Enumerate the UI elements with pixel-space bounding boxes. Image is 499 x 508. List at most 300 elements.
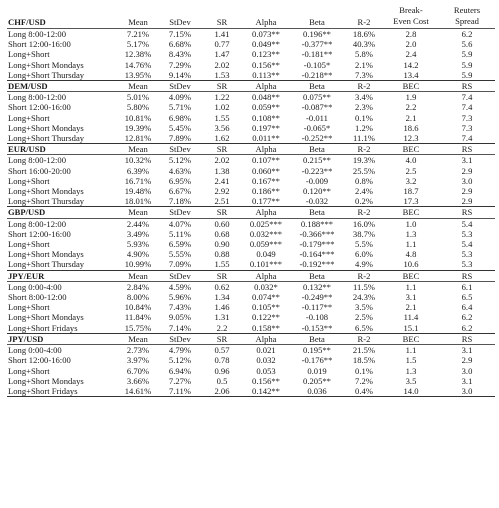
cell-stdev: 8.43% bbox=[168, 49, 192, 60]
cell-alpha: 0.113** bbox=[252, 69, 280, 80]
cell-sr: 1.38 bbox=[214, 165, 230, 176]
table-row bbox=[7, 239, 495, 249]
column-header-stdev: StDev bbox=[159, 144, 201, 155]
cell-alpha: 0.101*** bbox=[249, 259, 283, 270]
cell-beta: -0.009 bbox=[305, 175, 329, 186]
cell-sr: 3.56 bbox=[214, 122, 230, 133]
strategy-label: Long+Short Fridays bbox=[8, 322, 78, 333]
cell-stdev: 7.18% bbox=[168, 196, 192, 207]
cell-stdev: 4.59% bbox=[168, 281, 192, 292]
table-row bbox=[7, 70, 495, 81]
column-header-r2: R-2 bbox=[345, 207, 383, 218]
cell-mean: 13.95% bbox=[124, 69, 152, 80]
currency-pair-heading: JPY/USD bbox=[7, 333, 117, 344]
cell-beta: -0.065* bbox=[303, 122, 331, 133]
cell-alpha: 0.011** bbox=[252, 133, 280, 144]
cell-beta: 0.195** bbox=[303, 345, 331, 356]
cell-mean: 14.76% bbox=[124, 59, 152, 70]
strategy-label: Long+Short bbox=[8, 175, 50, 186]
cell-rs: 2.9 bbox=[461, 165, 473, 176]
column-header-r2: R-2 bbox=[345, 144, 383, 155]
column-header-rs: RS bbox=[439, 207, 495, 218]
table-row bbox=[7, 196, 495, 207]
cell-stdev: 7.14% bbox=[168, 322, 192, 333]
cell-sr: 1.47 bbox=[214, 49, 230, 60]
cell-rs: 2.9 bbox=[461, 355, 473, 366]
cell-stdev: 5.12% bbox=[168, 155, 192, 166]
cell-bec: 2.2 bbox=[405, 102, 417, 113]
strategy-label: Long+Short Mondays bbox=[8, 375, 84, 386]
cell-bec: 18.6 bbox=[403, 122, 419, 133]
cell-alpha: 0.032*** bbox=[249, 228, 283, 239]
cell-bec: 3.2 bbox=[405, 175, 417, 186]
strategy-label: Long+Short bbox=[8, 112, 50, 123]
cell-r2: 5.5% bbox=[355, 239, 373, 250]
cell-r2: 3.4% bbox=[355, 92, 373, 103]
cell-r2: 2.5% bbox=[355, 312, 373, 323]
column-header-alpha: Alpha bbox=[243, 144, 289, 155]
cell-rs: 6.2 bbox=[461, 312, 473, 323]
cell-rs: 3.1 bbox=[461, 155, 473, 166]
cell-mean: 2.84% bbox=[126, 281, 150, 292]
cell-bec: 10.6 bbox=[403, 259, 419, 270]
cell-mean: 10.81% bbox=[124, 112, 152, 123]
table-row bbox=[7, 29, 495, 40]
cell-mean: 18.01% bbox=[124, 196, 152, 207]
strategy-label: Long 0:00-4:00 bbox=[8, 345, 62, 356]
cell-r2: 11.5% bbox=[353, 281, 375, 292]
cell-rs: 3.0 bbox=[439, 386, 495, 397]
cell-stdev: 5.12% bbox=[168, 355, 192, 366]
cell-beta: -0.366*** bbox=[299, 228, 335, 239]
strategy-label: Long 8:00-12:00 bbox=[8, 92, 67, 103]
strategy-label: Long+Short bbox=[8, 239, 50, 250]
cell-bec: 1.3 bbox=[405, 365, 417, 376]
cell-rs: 5.9 bbox=[461, 59, 473, 70]
cell-mean: 7.21% bbox=[126, 29, 150, 39]
currency-pair-heading: JPY/EUR bbox=[7, 270, 117, 281]
cell-r2: 0.8% bbox=[355, 175, 373, 186]
column-header-rs: RS bbox=[439, 144, 495, 155]
cell-mean: 2.73% bbox=[126, 345, 150, 356]
strategy-label: Long 0:00-4:00 bbox=[8, 281, 62, 292]
column-header-stdev: StDev bbox=[159, 333, 201, 344]
cell-stdev: 5.96% bbox=[168, 292, 192, 303]
cell-bec: 1.1 bbox=[405, 345, 417, 356]
cell-sr: 0.62 bbox=[214, 281, 230, 292]
cell-beta: -0.011 bbox=[306, 112, 328, 123]
section-header-row bbox=[7, 81, 495, 92]
cell-rs: 6.2 bbox=[461, 29, 473, 39]
cell-alpha: 0.156** bbox=[252, 375, 280, 386]
cell-bec: 2.5 bbox=[405, 165, 417, 176]
cell-stdev: 5.55% bbox=[168, 249, 192, 260]
cell-bec: 1.9 bbox=[405, 92, 417, 103]
strategy-label: Long+Short bbox=[8, 302, 50, 313]
section-jpy-eur bbox=[7, 270, 495, 333]
cell-rs: 5.3 bbox=[461, 249, 473, 260]
strategy-label: Short 8:00-12:00 bbox=[8, 292, 67, 303]
strategy-label: Short 12:00-16:00 bbox=[8, 228, 71, 239]
cell-bec: 15.1 bbox=[403, 322, 419, 333]
cell-bec: 2.1 bbox=[405, 112, 417, 123]
strategy-label: Long+Short Thursday bbox=[8, 69, 85, 80]
cell-beta: -0.032 bbox=[305, 196, 329, 207]
cell-stdev: 7.89% bbox=[168, 133, 192, 144]
section-header-row bbox=[7, 333, 495, 344]
cell-alpha: 0.032 bbox=[256, 355, 276, 366]
column-header-beta: Beta bbox=[289, 144, 345, 155]
table-row bbox=[7, 102, 495, 112]
column-header-bec: Break- Even Cost bbox=[383, 5, 439, 29]
cell-beta: -0.249** bbox=[301, 292, 333, 303]
cell-beta: -0.087** bbox=[301, 102, 333, 113]
section-dem-usd bbox=[7, 81, 495, 144]
column-header-sr: SR bbox=[201, 5, 243, 29]
cell-sr: 2.2 bbox=[216, 322, 228, 333]
column-header-bec: BEC bbox=[383, 144, 439, 155]
table-row bbox=[7, 355, 495, 365]
cell-mean: 10.32% bbox=[124, 155, 152, 166]
section-header-row bbox=[7, 144, 495, 155]
cell-alpha: 0.032* bbox=[254, 281, 278, 292]
column-header-beta: Beta bbox=[289, 81, 345, 92]
cell-beta: -0.377** bbox=[301, 39, 333, 50]
column-header-sr: SR bbox=[201, 81, 243, 92]
cell-rs: 3.0 bbox=[461, 365, 473, 376]
cell-stdev: 6.67% bbox=[168, 186, 192, 197]
cell-rs: 5.4 bbox=[461, 218, 473, 229]
table-row bbox=[7, 249, 495, 259]
cell-beta: -0.192*** bbox=[299, 259, 335, 270]
cell-alpha: 0.049 bbox=[256, 249, 276, 260]
cell-mean: 19.39% bbox=[124, 122, 152, 133]
cell-r2: 2.3% bbox=[355, 102, 373, 113]
cell-rs: 5.3 bbox=[461, 228, 473, 239]
cell-r2: 25.5% bbox=[352, 165, 376, 176]
cell-bec: 14.2 bbox=[403, 59, 419, 70]
section-gbp-usd bbox=[7, 207, 495, 270]
strategy-label: Long+Short Mondays bbox=[8, 312, 84, 323]
cell-beta: -0.176** bbox=[301, 355, 333, 366]
table-row bbox=[7, 323, 495, 334]
cell-mean: 5.93% bbox=[126, 239, 150, 250]
cell-alpha: 0.186** bbox=[252, 186, 280, 197]
cell-sr: 2.02 bbox=[214, 59, 230, 70]
cell-alpha: 0.048** bbox=[252, 92, 280, 103]
cell-sr: 0.77 bbox=[214, 39, 230, 50]
table-row bbox=[7, 229, 495, 239]
column-header-stdev: StDev bbox=[159, 207, 201, 218]
cell-beta: 0.036 bbox=[289, 386, 345, 397]
table-row bbox=[7, 49, 495, 59]
column-header-r2: R-2 bbox=[345, 5, 383, 29]
cell-stdev: 4.07% bbox=[168, 218, 192, 229]
strategy-label: Long+Short Thursday bbox=[8, 259, 85, 270]
cell-alpha: 0.060** bbox=[252, 165, 280, 176]
cell-r2: 18.5% bbox=[352, 355, 376, 366]
column-header-sr: SR bbox=[201, 144, 243, 155]
cell-stdev: 6.68% bbox=[168, 39, 192, 50]
table-row bbox=[7, 281, 495, 292]
cell-stdev: 7.27% bbox=[168, 375, 192, 386]
table-row bbox=[7, 60, 495, 70]
cell-bec: 3.1 bbox=[405, 292, 417, 303]
column-header-sr: SR bbox=[201, 270, 243, 281]
cell-stdev: 5.71% bbox=[168, 102, 192, 113]
column-header-stdev: StDev bbox=[159, 81, 201, 92]
cell-stdev: 4.79% bbox=[168, 345, 192, 356]
cell-bec: 14.0 bbox=[383, 386, 439, 397]
cell-mean: 2.44% bbox=[126, 218, 150, 229]
cell-alpha: 0.025*** bbox=[249, 218, 283, 229]
cell-bec: 17.3 bbox=[403, 196, 419, 207]
cell-r2: 3.5% bbox=[355, 302, 373, 313]
column-header-beta: Beta bbox=[289, 270, 345, 281]
table-row bbox=[7, 39, 495, 49]
cell-rs: 5.9 bbox=[461, 49, 473, 60]
cell-bec: 2.0 bbox=[405, 39, 417, 50]
cell-bec: 13.4 bbox=[403, 69, 419, 80]
cell-sr: 0.96 bbox=[214, 365, 230, 376]
cell-alpha: 0.177** bbox=[252, 196, 280, 207]
cell-mean: 3.97% bbox=[126, 355, 150, 366]
cell-alpha: 0.123** bbox=[252, 49, 280, 60]
cell-r2: 7.2% bbox=[355, 375, 373, 386]
cell-sr: 0.57 bbox=[214, 345, 230, 356]
cell-sr: 0.68 bbox=[214, 228, 230, 239]
section-header-row bbox=[7, 207, 495, 218]
column-header-bec: BEC bbox=[383, 81, 439, 92]
column-header-bec: BEC bbox=[383, 333, 439, 344]
cell-r2: 21.5% bbox=[352, 345, 376, 356]
cell-rs: 6.4 bbox=[461, 302, 473, 313]
cell-r2: 18.6% bbox=[352, 29, 376, 39]
cell-sr: 2.02 bbox=[214, 155, 230, 166]
cell-sr: 2.92 bbox=[214, 186, 230, 197]
cell-stdev: 5.45% bbox=[168, 122, 192, 133]
column-header-stdev: StDev bbox=[159, 270, 201, 281]
cell-bec: 1.1 bbox=[405, 239, 417, 250]
cell-mean: 8.00% bbox=[126, 292, 150, 303]
cell-mean: 6.39% bbox=[126, 165, 150, 176]
currency-pair-heading: GBP/USD bbox=[7, 207, 117, 218]
cell-mean: 3.66% bbox=[126, 375, 150, 386]
cell-beta: 0.120** bbox=[303, 186, 331, 197]
cell-beta: -0.164*** bbox=[299, 249, 335, 260]
table-row bbox=[7, 218, 495, 229]
cell-sr: 1.55 bbox=[214, 112, 230, 123]
column-header-alpha: Alpha bbox=[243, 81, 289, 92]
strategy-label: Long+Short bbox=[8, 49, 50, 60]
cell-rs: 5.9 bbox=[461, 69, 473, 80]
cell-mean: 11.84% bbox=[124, 312, 152, 323]
cell-beta: -0.153** bbox=[301, 322, 333, 333]
cell-stdev: 5.11% bbox=[169, 228, 191, 239]
cell-sr: 0.88 bbox=[214, 249, 230, 260]
cell-sr: 0.78 bbox=[214, 355, 230, 366]
cell-beta: 0.075** bbox=[303, 92, 331, 103]
cell-alpha: 0.108** bbox=[252, 112, 280, 123]
cell-sr: 1.34 bbox=[214, 292, 230, 303]
cell-sr: 1.31 bbox=[214, 312, 230, 323]
cell-mean: 5.01% bbox=[126, 92, 150, 103]
cell-mean: 14.61% bbox=[117, 386, 159, 397]
cell-bec: 1.0 bbox=[405, 218, 417, 229]
cell-mean: 10.99% bbox=[124, 259, 152, 270]
cell-r2: 7.3% bbox=[355, 69, 373, 80]
cell-rs: 5.4 bbox=[461, 239, 473, 250]
cell-beta: 0.215** bbox=[303, 155, 331, 166]
cell-alpha: 0.059*** bbox=[249, 239, 283, 250]
cell-bec: 12.3 bbox=[403, 133, 419, 144]
cell-rs: 2.9 bbox=[461, 186, 473, 197]
cell-beta: 0.188*** bbox=[300, 218, 334, 229]
cell-bec: 2.4 bbox=[405, 49, 417, 60]
strategy-label: Long+Short Mondays bbox=[8, 249, 84, 260]
cell-mean: 10.84% bbox=[124, 302, 152, 313]
strategy-label: Long 8:00-12:00 bbox=[8, 29, 67, 39]
table-row bbox=[7, 345, 495, 356]
cell-alpha: 0.167** bbox=[252, 175, 280, 186]
cell-mean: 5.17% bbox=[126, 39, 150, 50]
currency-pair-heading: DEM/USD bbox=[7, 81, 117, 92]
section-eur-usd bbox=[7, 144, 495, 207]
cell-sr: 1.62 bbox=[214, 133, 230, 144]
cell-beta: -0.105* bbox=[303, 59, 331, 70]
column-header-mean: Mean bbox=[117, 5, 159, 29]
cell-bec: 1.5 bbox=[405, 355, 417, 366]
cell-mean: 12.81% bbox=[124, 133, 152, 144]
cell-sr: 2.41 bbox=[214, 175, 230, 186]
cell-rs: 7.4 bbox=[461, 102, 473, 113]
strategy-label: Short 12:00-16:00 bbox=[8, 39, 71, 50]
cell-r2: 0.1% bbox=[355, 365, 373, 376]
cell-bec: 4.0 bbox=[405, 155, 417, 166]
table-row bbox=[7, 123, 495, 133]
cell-bec: 2.1 bbox=[405, 302, 417, 313]
section-chf-usd bbox=[7, 5, 495, 81]
table-row bbox=[7, 302, 495, 312]
cell-rs: 7.4 bbox=[461, 133, 473, 144]
table-row bbox=[7, 386, 495, 397]
cell-beta: -0.108 bbox=[305, 312, 329, 323]
column-header-alpha: Alpha bbox=[243, 207, 289, 218]
cell-bec: 18.7 bbox=[403, 186, 419, 197]
strategy-label: Long+Short Thursday bbox=[8, 196, 85, 207]
column-header-beta: Beta bbox=[289, 5, 345, 29]
cell-r2: 40.3% bbox=[352, 39, 376, 50]
cell-r2: 4.9% bbox=[355, 259, 373, 270]
strategy-label: Long+Short Mondays bbox=[8, 59, 84, 70]
cell-bec: 1.3 bbox=[405, 228, 417, 239]
column-header-bec: BEC bbox=[383, 270, 439, 281]
cell-rs: 6.2 bbox=[461, 322, 473, 333]
column-header-mean: Mean bbox=[117, 333, 159, 344]
cell-rs: 7.4 bbox=[461, 92, 473, 103]
cell-sr: 0.5 bbox=[216, 375, 228, 386]
cell-r2: 5.8% bbox=[355, 49, 373, 60]
cell-sr: 0.90 bbox=[214, 239, 230, 250]
cell-alpha: 0.142** bbox=[243, 386, 289, 397]
cell-mean: 5.80% bbox=[126, 102, 150, 113]
cell-r2: 38.7% bbox=[352, 228, 376, 239]
cell-stdev: 7.15% bbox=[168, 29, 192, 39]
cell-mean: 4.90% bbox=[126, 249, 150, 260]
table-row bbox=[7, 166, 495, 176]
cell-stdev: 6.98% bbox=[168, 112, 192, 123]
column-header-mean: Mean bbox=[117, 81, 159, 92]
section-header-row bbox=[7, 270, 495, 281]
cell-alpha: 0.049** bbox=[252, 39, 280, 50]
results-table bbox=[7, 5, 495, 397]
cell-r2: 11.1% bbox=[353, 133, 375, 144]
column-header-r2: R-2 bbox=[345, 270, 383, 281]
column-header-alpha: Alpha bbox=[243, 333, 289, 344]
cell-rs: 2.9 bbox=[461, 196, 473, 207]
cell-rs: 5.6 bbox=[461, 39, 473, 50]
column-header-stdev: StDev bbox=[159, 5, 201, 29]
cell-rs: 3.1 bbox=[461, 345, 473, 356]
column-header-alpha: Alpha bbox=[243, 5, 289, 29]
cell-sr: 0.60 bbox=[214, 218, 230, 229]
table-row bbox=[7, 155, 495, 166]
column-header-beta: Beta bbox=[289, 333, 345, 344]
cell-mean: 12.38% bbox=[124, 49, 152, 60]
cell-beta: -0.181** bbox=[301, 49, 333, 60]
table-row bbox=[7, 113, 495, 123]
cell-bec: 4.8 bbox=[405, 249, 417, 260]
strategy-label: Long 8:00-12:00 bbox=[8, 155, 67, 166]
cell-alpha: 0.158** bbox=[252, 322, 280, 333]
cell-stdev: 4.09% bbox=[168, 92, 192, 103]
cell-sr: 2.51 bbox=[214, 196, 230, 207]
cell-sr: 1.55 bbox=[214, 259, 230, 270]
strategy-label: Long+Short Mondays bbox=[8, 122, 84, 133]
cell-bec: 1.1 bbox=[405, 281, 417, 292]
table-row bbox=[7, 133, 495, 144]
cell-alpha: 0.053 bbox=[256, 365, 276, 376]
cell-r2: 19.3% bbox=[352, 155, 376, 166]
column-header-alpha: Alpha bbox=[243, 270, 289, 281]
column-header-sr: SR bbox=[201, 333, 243, 344]
cell-r2: 0.4% bbox=[345, 386, 383, 397]
cell-r2: 0.1% bbox=[355, 112, 373, 123]
column-header-mean: Mean bbox=[117, 270, 159, 281]
cell-beta: -0.117** bbox=[301, 302, 333, 313]
table-row bbox=[7, 376, 495, 386]
cell-beta: 0.132** bbox=[303, 281, 331, 292]
cell-mean: 6.70% bbox=[126, 365, 150, 376]
table-row bbox=[7, 366, 495, 376]
cell-rs: 5.3 bbox=[461, 259, 473, 270]
cell-rs: 6.5 bbox=[461, 292, 473, 303]
cell-r2: 2.4% bbox=[355, 186, 373, 197]
table-row bbox=[7, 176, 495, 186]
section-header-row bbox=[7, 5, 495, 29]
cell-beta: 0.205** bbox=[303, 375, 331, 386]
strategy-label: Short 12:00-16:00 bbox=[8, 355, 71, 366]
column-header-r2: R-2 bbox=[345, 81, 383, 92]
cell-rs: 7.3 bbox=[461, 112, 473, 123]
cell-stdev: 4.63% bbox=[168, 165, 192, 176]
cell-stdev: 7.11% bbox=[159, 386, 201, 397]
cell-alpha: 0.122** bbox=[252, 312, 280, 323]
cell-beta: -0.252** bbox=[301, 133, 333, 144]
cell-alpha: 0.197** bbox=[252, 122, 280, 133]
strategy-label: Long 8:00-12:00 bbox=[8, 218, 67, 229]
table-row bbox=[7, 292, 495, 302]
